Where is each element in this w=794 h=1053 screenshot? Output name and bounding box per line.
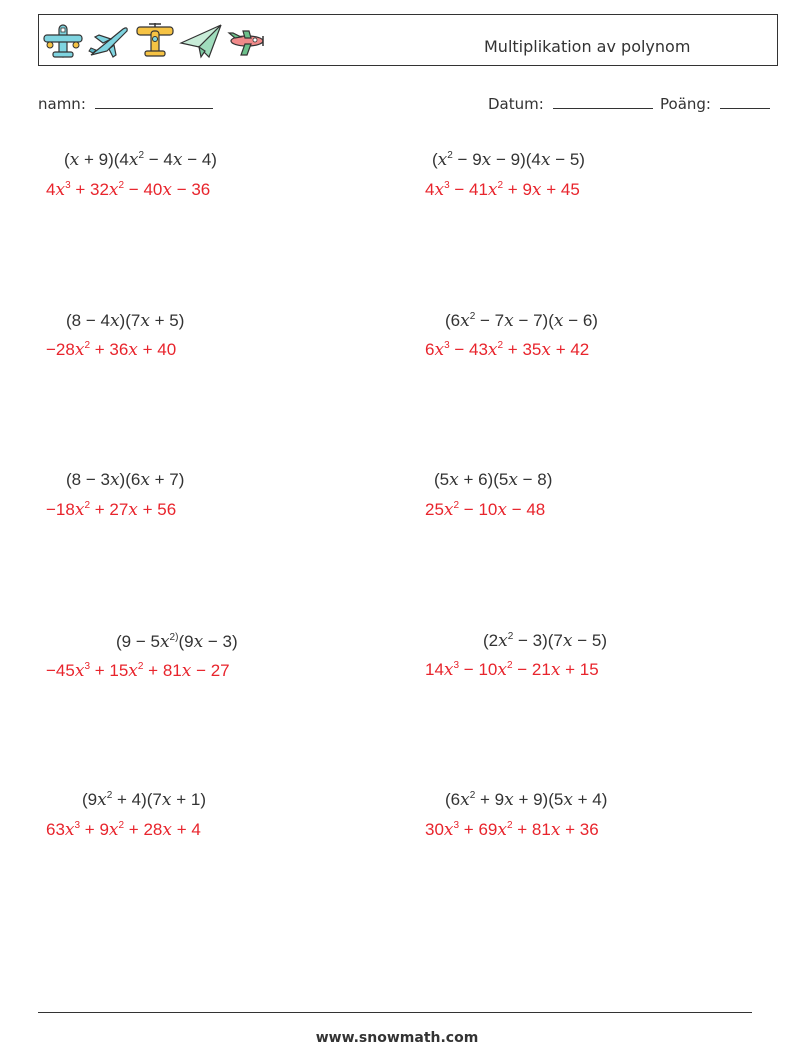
name-field [38, 94, 213, 113]
problem-answer [46, 661, 230, 681]
name-blank [95, 94, 213, 109]
math-variable: x [481, 150, 492, 170]
math-term: + 81 [143, 661, 182, 680]
small-plane-icon [225, 21, 269, 61]
math-variable: x [487, 180, 498, 200]
propeller-plane-icon [41, 21, 85, 61]
math-term: + 32 [70, 180, 109, 199]
math-term: + 69 [459, 820, 498, 839]
math-variable: x [443, 500, 454, 520]
math-exponent: 2 [497, 180, 504, 191]
math-variable: x [140, 470, 150, 490]
math-term: + 15 [560, 660, 599, 679]
math-term: 6 [425, 340, 435, 359]
math-variable: x [540, 150, 551, 170]
math-term: ( [432, 150, 438, 169]
math-variable: x [74, 661, 85, 681]
math-term: + 56 [137, 500, 177, 519]
date-blank [553, 94, 653, 109]
math-exponent: 2 [506, 660, 513, 671]
math-variable: x [434, 180, 445, 200]
math-term: (6 [445, 790, 461, 809]
math-term: + 4 [171, 820, 201, 839]
math-term: − 9 [452, 150, 482, 169]
math-term: (9 [178, 632, 194, 651]
math-term: − 48 [506, 500, 546, 519]
math-term: )(6 [119, 470, 141, 489]
math-term: − 3) [203, 632, 238, 651]
math-variable: x [162, 820, 172, 840]
problem-question [434, 470, 552, 490]
math-exponent: 2 [506, 820, 513, 831]
math-term: + 9)(5 [513, 790, 564, 809]
math-variable: x [504, 790, 514, 810]
math-variable: x [55, 180, 66, 200]
math-term: − 36 [171, 180, 211, 199]
problem-question [82, 790, 206, 810]
problem-answer [425, 820, 599, 840]
math-term: + 28 [124, 820, 163, 839]
math-variable: x [434, 340, 445, 360]
math-term: 4 [46, 180, 56, 199]
math-term: 63 [46, 820, 65, 839]
math-term: − 10 [459, 660, 498, 679]
math-variable: x [193, 632, 204, 652]
math-term: − 40 [124, 180, 163, 199]
math-variable: x [550, 820, 561, 840]
math-variable: x [460, 311, 470, 331]
math-term: ( [64, 150, 70, 169]
math-term: + 1) [171, 790, 206, 809]
problem-question [116, 632, 238, 652]
math-term: − 10 [459, 500, 498, 519]
math-exponent: 2 [497, 340, 504, 351]
math-term: + 9 [80, 820, 109, 839]
math-term: + 4) [572, 790, 608, 809]
biplane-icon [133, 21, 177, 61]
math-exponent: 2 [106, 790, 113, 801]
math-variable: x [443, 660, 454, 680]
problem-question [432, 150, 585, 170]
math-variable: x [140, 311, 150, 331]
math-variable: x [498, 631, 508, 651]
problem-question [66, 311, 184, 331]
date-label: Datum: [488, 95, 544, 113]
math-exponent: 3 [84, 661, 90, 672]
math-term: + 9 [503, 180, 532, 199]
math-term: + 81 [512, 820, 551, 839]
math-term: + 9)(4 [79, 150, 129, 169]
math-exponent: 2 [84, 340, 90, 351]
math-exponent: 2 [469, 790, 476, 801]
math-variable: x [69, 150, 80, 170]
math-term: )(7 [119, 311, 141, 330]
problem-question [483, 631, 607, 651]
worksheet-title: Multiplikation av polynom [484, 37, 691, 56]
math-term: + 6)(5 [458, 470, 509, 489]
math-term: 25 [425, 500, 444, 519]
math-variable: x [504, 311, 514, 331]
math-exponent: 2 [84, 500, 90, 511]
math-term: − 7 [475, 311, 505, 330]
math-variable: x [64, 820, 75, 840]
math-variable: x [128, 340, 138, 360]
problem-answer [425, 660, 599, 680]
math-exponent: 2 [453, 500, 460, 511]
math-variable: x [563, 790, 573, 810]
math-term: (6 [445, 311, 461, 330]
math-variable: x [161, 790, 172, 810]
math-term: (8 − 3 [66, 470, 110, 489]
math-term: 14 [425, 660, 444, 679]
problem-question [66, 470, 184, 490]
math-exponent: 3 [453, 660, 460, 671]
math-variable: x [497, 660, 507, 680]
math-exponent: 2 [469, 311, 476, 322]
math-term: 4 [425, 180, 435, 199]
math-term: + 45 [541, 180, 580, 199]
math-term: − 5) [550, 150, 585, 169]
math-term: −18 [46, 500, 75, 519]
math-term: + 36 [90, 340, 129, 359]
math-exponent: 2 [118, 820, 125, 831]
problem-answer [46, 340, 176, 360]
math-term: −28 [46, 340, 75, 359]
math-variable: x [109, 311, 120, 331]
footer-url[interactable]: www.snowmath.com [315, 1030, 479, 1046]
math-variable: x [487, 340, 498, 360]
math-term: (9 [82, 790, 98, 809]
math-exponent: 3 [444, 180, 450, 191]
math-exponent: 3 [65, 180, 71, 191]
score-blank [720, 94, 770, 109]
math-variable: x [497, 820, 507, 840]
math-term: + 40 [137, 340, 177, 359]
math-variable: x [97, 790, 107, 810]
math-term: − 4) [182, 150, 217, 169]
math-term: (2 [483, 631, 499, 650]
problem-answer [46, 180, 210, 200]
math-variable: x [508, 470, 518, 490]
math-variable: x [531, 180, 542, 200]
math-term: − 27 [191, 661, 230, 680]
math-variable: x [74, 500, 85, 520]
math-term: + 4)(7 [112, 790, 162, 809]
math-term: + 15 [90, 661, 129, 680]
math-term: −45 [46, 661, 75, 680]
problem-answer [46, 820, 201, 840]
name-label: namn: [38, 95, 86, 113]
math-variable: x [128, 150, 139, 170]
problem-answer [46, 500, 176, 520]
math-exponent: 2 [118, 180, 125, 191]
math-variable: x [108, 820, 119, 840]
math-term: + 35 [503, 340, 542, 359]
score-label: Poäng: [660, 95, 711, 113]
math-term: + 7) [149, 470, 185, 489]
math-term: − 5) [572, 631, 607, 650]
header-box [38, 14, 778, 66]
math-variable: x [562, 631, 573, 651]
math-term: 30 [425, 820, 444, 839]
math-term: (5 [434, 470, 450, 489]
math-variable: x [128, 661, 138, 681]
math-term: + 27 [90, 500, 129, 519]
math-term: (9 − 5 [116, 632, 160, 651]
math-term: − 6) [563, 311, 598, 330]
math-variable: x [541, 340, 551, 360]
icon-row [41, 21, 269, 61]
math-exponent: 2 [138, 150, 145, 161]
math-variable: x [443, 820, 454, 840]
math-variable: x [497, 500, 507, 520]
math-term: − 4 [144, 150, 173, 169]
math-exponent: 3 [444, 340, 450, 351]
math-term: − 7)( [513, 311, 554, 330]
math-term: + 36 [560, 820, 599, 839]
problem-question [445, 790, 607, 810]
math-exponent: 2 [137, 661, 144, 672]
math-variable: x [128, 500, 138, 520]
math-exponent: 3 [453, 820, 460, 831]
math-variable: x [437, 150, 448, 170]
jet-plane-icon [87, 21, 131, 61]
math-term: + 9 [475, 790, 505, 809]
math-variable: x [159, 632, 170, 652]
math-variable: x [553, 311, 564, 331]
math-variable: x [449, 470, 459, 490]
math-term: + 5) [149, 311, 185, 330]
math-term: − 3)(7 [513, 631, 563, 650]
math-variable: x [162, 180, 172, 200]
problem-answer [425, 180, 580, 200]
math-variable: x [108, 180, 119, 200]
math-term: + 42 [550, 340, 590, 359]
score-field [660, 94, 770, 113]
math-term: − 8) [517, 470, 553, 489]
math-exponent: 2) [169, 632, 179, 643]
math-term: − 41 [449, 180, 488, 199]
problem-answer [425, 500, 545, 520]
math-term: (8 − 4 [66, 311, 110, 330]
math-variable: x [550, 660, 561, 680]
footer-divider [38, 1012, 752, 1013]
problem-answer [425, 340, 589, 360]
problem-question [64, 150, 217, 170]
date-field [488, 94, 653, 113]
math-variable: x [74, 340, 85, 360]
paper-plane-icon [179, 21, 223, 61]
math-variable: x [460, 790, 470, 810]
problem-question [445, 311, 598, 331]
math-exponent: 3 [74, 820, 81, 831]
math-term: − 21 [512, 660, 551, 679]
math-term: − 43 [449, 340, 488, 359]
math-exponent: 2 [447, 150, 453, 161]
math-variable: x [181, 661, 192, 681]
math-variable: x [109, 470, 120, 490]
math-variable: x [172, 150, 183, 170]
math-term: − 9)(4 [491, 150, 541, 169]
math-exponent: 2 [507, 631, 514, 642]
